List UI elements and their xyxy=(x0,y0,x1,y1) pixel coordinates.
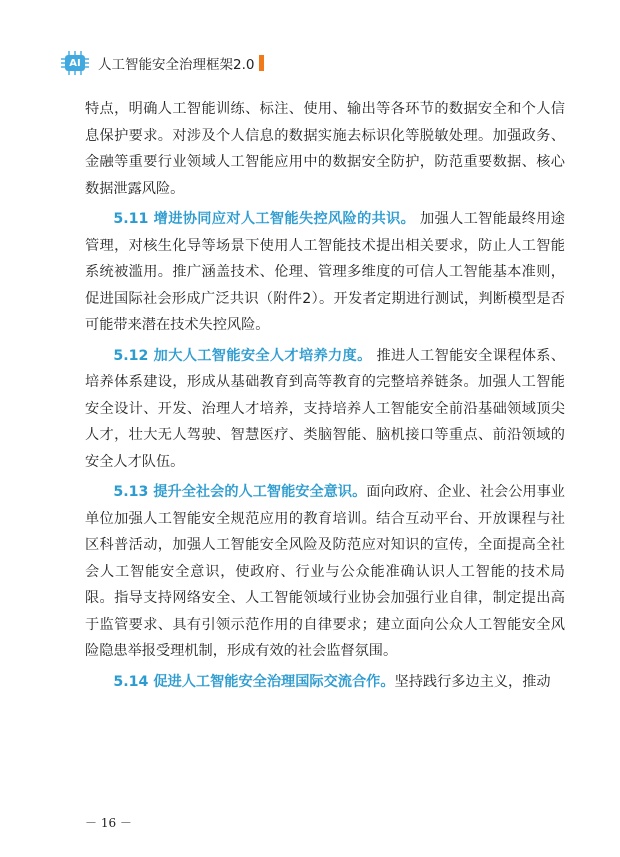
title-accent-bar xyxy=(259,55,264,71)
paragraph-text: 加强人工智能最终用途管理，对核生化导等场景下使用人工智能技术提出相关要求，防止人工智能系统被滥用。推广涵盖技术、伦理、管理多维度的可信人工智能基本准则，促进国际社会形成广泛共识（附件2）。开发者定期进行测试，判断模型是否可能带来潜在技术失控风险。 xyxy=(85,211,565,333)
paragraph-continued xyxy=(85,96,565,202)
paragraph-text: 特点，明确人工智能训练、标注、使用、输出等各环节的数据安全和个人信息保护要求。对涉及个人信息的数据实施去标识化等脱敏处理。加强政务、金融等重要行业领域人工智能应用中的数据安全防护，防范重要数据、核心数据泄露风险。 xyxy=(85,101,565,197)
document-body xyxy=(85,96,565,695)
page-number: － 16 － xyxy=(85,816,132,830)
page-header xyxy=(60,48,264,78)
section-heading: 5.12 加大人工智能安全人才培养力度。 xyxy=(113,347,372,364)
logo-text: AI xyxy=(69,57,81,69)
section-heading: 5.13 提升全社会的人工智能安全意识。 xyxy=(113,484,367,500)
section-5-11 xyxy=(85,206,565,339)
section-heading: 5.11 增进协同应对人工智能失控风险的共识。 xyxy=(113,211,416,227)
paragraph-text: 推进人工智能安全课程体系、培养体系建设，形成从基础教育到高等教育的完整培养链条。加强人工智能安全设计、开发、治理人才培养，支持培养人工智能安全前沿基础领域顶尖人才，壮大无人驾驶、智慧医疗、类脑智能、脑机接口等重点、前沿领域的安全人才队伍。 xyxy=(85,347,565,470)
section-5-13 xyxy=(85,479,565,665)
section-5-14 xyxy=(85,669,565,696)
ai-logo xyxy=(60,50,90,76)
paragraph-text: 坚持践行多边主义，推动 xyxy=(394,673,551,690)
section-5-12 xyxy=(85,343,565,476)
paragraph-text: 面向政府、企业、社会公用事业单位加强人工智能安全规范应用的教育培训。结合互动平台、开放课程与社区科普活动，加强人工智能安全风险及防范应对知识的宣传，全面提高全社会人工智能安全意识，使政府、行业与公众能准确认识人工智能的技术局限。指导支持网络安全、人工智能领域行业协会加强行业自律，制定提出高于监管要求、具有引领示范作用的自律要求；建立面向公众人工智能安全风险隐患举报受理机制，形成有效的社会监督氛围。 xyxy=(85,484,565,659)
section-heading: 5.14 促进人工智能安全治理国际交流合作。 xyxy=(113,673,395,690)
document-title: 人工智能安全治理框架2.0 xyxy=(98,57,255,73)
